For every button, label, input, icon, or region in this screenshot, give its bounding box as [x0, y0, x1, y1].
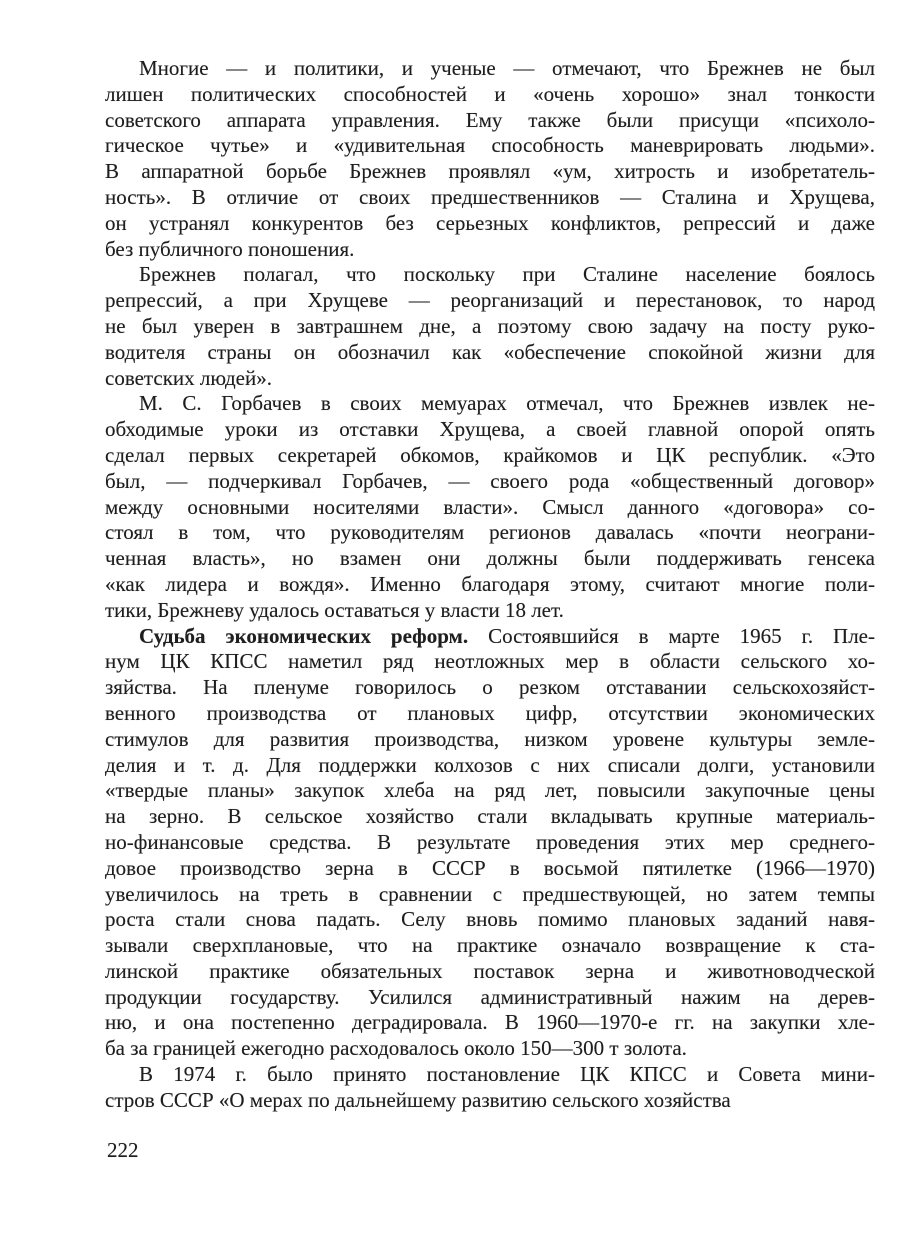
text-line: зяйства. На пленуме говорилось о резком отставании сельскохозяйст- [105, 675, 875, 700]
text-line: гическое чутье» и «удивительная способность маневрировать людьми». [105, 133, 875, 158]
run-in-heading: Судьба экономических реформ. [139, 623, 469, 648]
text-line: советского аппарата управления. Ему также были присущи «психоло- [105, 107, 875, 132]
text-line: «как лидера и вождя». Именно благодаря этому, считают многие поли- [105, 571, 875, 596]
text-line: тики, Брежневу удалось оставаться у власти 18 лет. [105, 597, 564, 622]
text-line: ченная власть», но взамен они должны были поддерживать генсека [105, 546, 875, 571]
text-line: на зерно. В сельское хозяйство стали вкладывать крупные материаль- [105, 804, 875, 829]
text-line: Брежнев полагал, что поскольку при Сталине население боялось [139, 262, 875, 287]
paragraph [105, 391, 875, 623]
text-line: продукции государству. Усилился административный нажим на дерев- [105, 984, 875, 1009]
text-line: венного производства от плановых цифр, отсутствии экономических [105, 700, 875, 725]
text-line: стоял в том, что руководителям регионов давалась «почти неограни- [105, 520, 875, 545]
paragraph [105, 624, 875, 1063]
text-line: был, — подчеркивал Горбачев, — своего рода «общественный договор» [105, 468, 875, 493]
text-line: советских людей». [105, 365, 272, 390]
text-line: делия и т. д. Для поддержки колхозов с них списали долги, установили [105, 752, 875, 777]
text-line: без публичного поношения. [105, 236, 355, 261]
text-line: стров СССР «О мерах по дальнейшему развитию сельского хозяйства [105, 1087, 731, 1112]
text-line: водителя страны он обозначил как «обеспечение спокойной жизни для [105, 339, 875, 364]
text-line: нум ЦК КПСС наметил ряд неотложных мер в области сельского хо- [105, 649, 875, 674]
text-line: ность». В отличие от своих предшественников — Сталина и Хрущева, [105, 184, 875, 209]
text-line: стимулов для развития производства, низком уровене культуры земле- [105, 726, 875, 751]
text-line: Судьба экономических реформ. Состоявшийся в марте 1965 г. Пле- [139, 623, 875, 648]
text-line: довое производство зерна в СССР в восьмой пятилетке (1966—1970) [105, 855, 875, 880]
text-line: но-финансовые средства. В результате проведения этих мер среднего- [105, 829, 875, 854]
page-number: 222 [107, 1138, 139, 1162]
text-line: М. С. Горбачев в своих мемуарах отмечал, что Брежнев извлек не- [139, 391, 875, 416]
text-line: не был уверен в завтрашнем дне, а поэтому свою задачу на посту руко- [105, 313, 875, 338]
text-line: он устранял конкурентов без серьезных конфликтов, репрессий и даже [105, 210, 875, 235]
text-line: сделал первых секретарей обкомов, крайкомов и ЦК республик. «Это [105, 442, 875, 467]
text-line: Многие — и политики, и ученые — отмечают, что Брежнев не был [139, 56, 875, 80]
text-line: увеличилось на треть в сравнении с предшествующей, но затем темпы [105, 881, 875, 906]
paragraph [105, 262, 875, 391]
text-line: «твердые планы» закупок хлеба на ряд лет, повысили закупочные цены [105, 778, 875, 803]
paragraph [105, 56, 875, 262]
page-text [105, 56, 875, 1114]
text-line: линской практике обязательных поставок зерна и животноводческой [105, 958, 875, 983]
text-line: роста стали снова падать. Селу вновь помимо плановых заданий навя- [105, 907, 875, 932]
text-line: В аппаратной борьбе Брежнев проявлял «ум, хитрость и изобретатель- [105, 159, 875, 184]
text-line: репрессий, а при Хрущеве — реорганизаций и перестановок, то народ [105, 288, 875, 313]
text-line: зывали сверхплановые, что на практике означало возвращение к ста- [105, 933, 875, 958]
text-line: между основными носителями власти». Смысл данного «договора» со- [105, 494, 875, 519]
text-line: ба за границей ежегодно расходовалось около 150—300 т золота. [105, 1036, 687, 1061]
paragraph [105, 1062, 875, 1114]
text-line: обходимые уроки из отставки Хрущева, а своей главной опорой опять [105, 417, 875, 442]
text-line: лишен политических способностей и «очень хорошо» знал тонкости [105, 81, 875, 106]
text-line: В 1974 г. было принято постановление ЦК КПСС и Совета мини- [139, 1062, 875, 1087]
text-line: ню, и она постепенно деградировала. В 1960—1970-е гг. на закупки хле- [105, 1010, 875, 1035]
